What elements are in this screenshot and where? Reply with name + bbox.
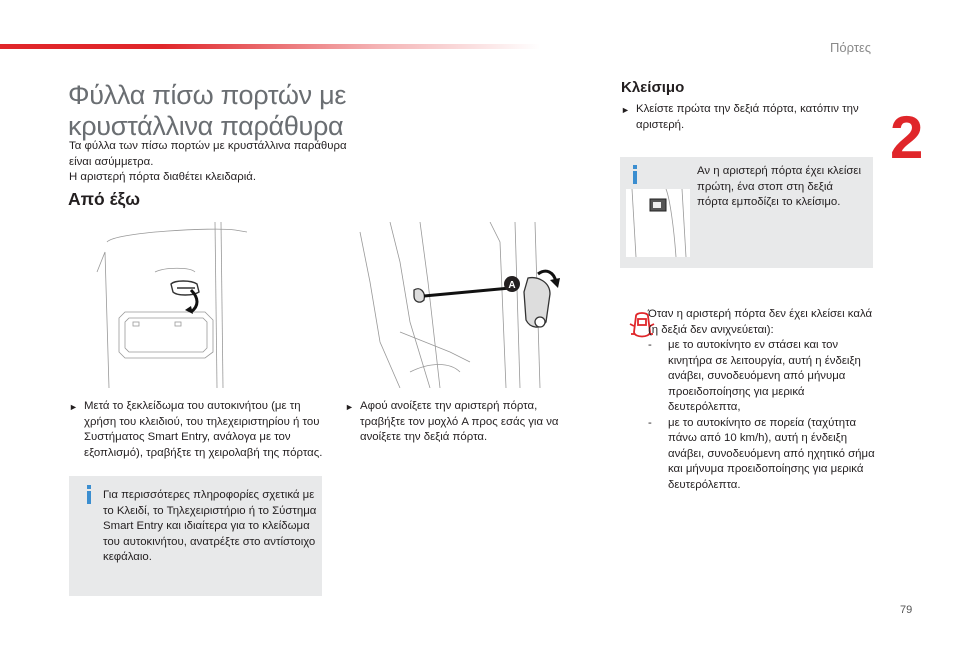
info-more-text: Για περισσότερες πληροφορίες σχετικά με το Κλειδί, το Τηλεχειριστήριο ή το Σύστημα Smart Entry και ιδιαίτερα για το κλείδωμα του αυτοκινήτου, ανατρέξτε στο αντίστοιχο κεφάλαιο. (103, 489, 317, 563)
bullet-arrow-icon: ► (621, 105, 630, 115)
locking-heading: Κλείσιμο (621, 79, 685, 96)
info-icon (82, 485, 96, 505)
step-closing-text: Κλείστε πρώτα την δεξιά πόρτα, κατόπιν την αριστερή. (636, 103, 859, 131)
bullet-arrow-icon: ► (345, 402, 354, 412)
chapter-number: 2 (890, 104, 924, 171)
door-handle-illustration (95, 222, 247, 388)
warning-intro: Όταν η αριστερή πόρτα δεν έχει κλείσει καλά (η δεξιά δεν ανιχνεύεται): (648, 308, 873, 336)
step-lever-text: Αφού ανοίξετε την αριστερή πόρτα, τραβήξτε τον μοχλό A προς εσάς για να ανοίξετε την δεξιά πόρτα. (360, 400, 559, 443)
lever-a-illustration (340, 222, 564, 388)
warning-item-moving: - με το αυτοκίνητο σε πορεία (ταχύτητα πάνω από 10 km/h), αυτή η ένδειξη ανάβει, συνοδευόμενη από ηχητικό σήμα και μήνυμα προειδοποίησης για μερικά δευτερόλεπτα. (648, 416, 875, 491)
bullet-arrow-icon: ► (69, 402, 78, 412)
page-title: Φύλλα πίσω πορτών με κρυστάλλινα παράθυρα (68, 80, 347, 141)
outside-heading: Από έξω (68, 189, 141, 209)
intro-text (69, 139, 349, 186)
section-name: Πόρτες (830, 40, 872, 55)
header-accent-bar (0, 44, 540, 49)
intro-line-1: Τα φύλλα των πίσω πορτών με κρυστάλλινα παράθυρα είναι ασύμμετρα. (69, 140, 347, 168)
door-stop-thumbnail (626, 189, 690, 257)
callout-a-label: A (508, 280, 516, 291)
info-door-stop-text: Αν η αριστερή πόρτα έχει κλείσει πρώτη, ένα στοπ στη δεξιά πόρτα εμποδίζει το κλείσιμο. (697, 165, 862, 208)
step-closing-order (621, 102, 876, 133)
page-number: 79 (900, 604, 913, 616)
step-unlock-text: Μετά το ξεκλείδωμα του αυτοκινήτου (με τη χρήση του κλειδιού, του τηλεχειριστηρίου ή του Συστήματος Smart Entry, ανάλογα με τον εξοπλισμό), τραβήξτε τη χειρολαβή της πόρτας. (84, 400, 323, 459)
step-unlock-handle (69, 399, 327, 461)
info-icon (628, 165, 642, 185)
info-box-more-info (69, 476, 322, 596)
warning-list (648, 338, 880, 493)
warning-item-stationary: - με το αυτοκίνητο εν στάσει και τον κινητήρα σε λειτουργία, αυτή η ένδειξη ανάβει, συνοδευόμενη από μήνυμα προειδοποίησης για μερικά δευτερόλεπτα, (648, 339, 861, 413)
info-box-door-stop (620, 157, 873, 268)
step-lever-a (345, 399, 585, 446)
intro-line-2: Η αριστερή πόρτα διαθέτει κλειδαριά. (69, 171, 256, 183)
